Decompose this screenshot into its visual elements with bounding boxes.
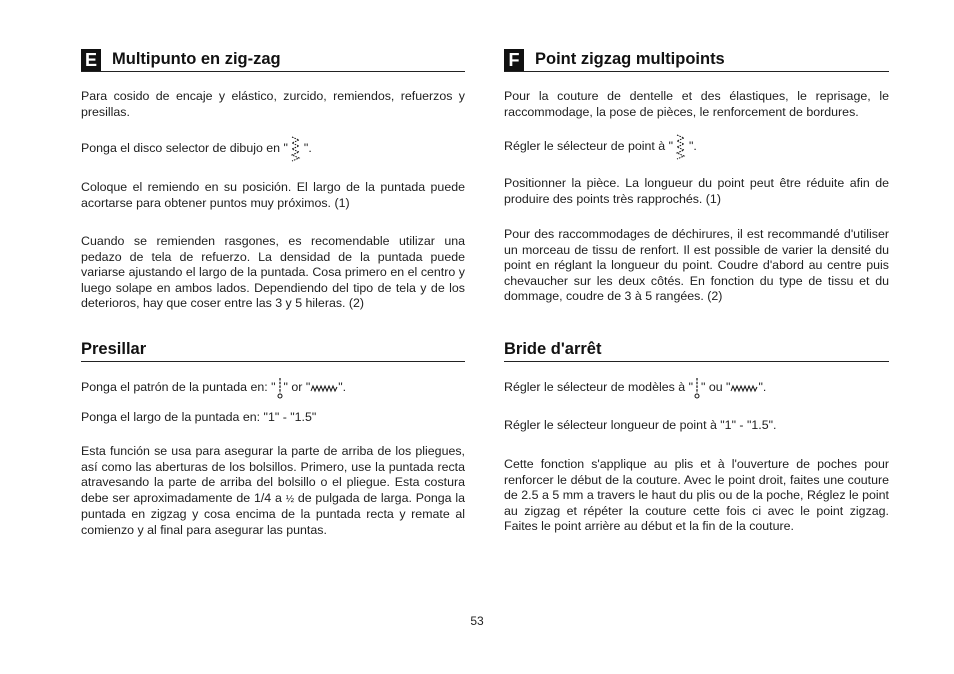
fraction-half: ½ [285,493,295,505]
pattern-instruction-fr: Régler le sélecteur de modèles à " " ou " ". [504,376,889,399]
selector-instruction: Ponga el disco selector de dibujo en " ". [81,135,465,162]
heading-multipunto: Multipunto en zig-zag [112,50,281,68]
pattern-instruction: Ponga el patrón de la puntada en: " " or " ". [81,376,465,399]
heading-presillar: Presillar [81,340,147,358]
positioning-paragraph-fr: Positionner la pièce. La longueur du point peut être réduite afin de produire des points très rapprochés. (1) [504,176,889,206]
section-letter-f: F [504,49,524,71]
multi-zigzag-stitch-icon [673,134,689,160]
repair-paragraph: Cuando se remienden rasgones, es recomendable utilizar una pedazo de tela de refuerzo. La densidad de la puntada puede variarse ajustando el largo de la puntada. Cosa primero en el centro y luego solape en ambos lados. Dependiendo del tipo de tela y de los deterioros, hay que coser entre las 3 y 5 hileras. (2) [81,234,465,310]
repair-paragraph-fr: Pour des raccommodages de déchirures, il est recommandé d'utiliser un morceau de tissu de renfort. Il est possible de varier la densité du point en réglant la longueur du point. Coudre d'abord au centre puis chevaucher sur les deux côtés. En fonction du type de tissu et du dommage, coudre de 3 à 5 rangées. (2) [504,227,889,303]
intro-paragraph-fr: Pour la couture de dentelle et des élastiques, le reprisage, le raccommodage, la pose de pièces, le renforcement de bordures. [504,89,889,119]
straight-stitch-icon [276,377,284,399]
heading-bride-arret: Bride d'arrêt [504,340,602,358]
heading-point-zigzag: Point zigzag multipoints [535,50,725,68]
section-letter-e: E [81,49,101,71]
bartack-stitch-icon [730,382,758,394]
length-instruction: Ponga el largo de la puntada en: "1" - "1.5" [81,410,317,424]
function-paragraph-fr: Cette fonction s'applique au plis et à l'ouverture de poches pour renforcer le début de la couture. Avec le point droit, faites une couture de 2.5 a 5 mm a travers le haut du plis ou de la poche, Réglez le point au zigzag et répéter la couture cette fois ci avec le point zigzag. Faites le point arrière au début et la fin de la couture. [504,457,889,533]
page-number: 53 [470,614,484,628]
section-heading-f [504,48,889,72]
function-paragraph: Esta función se usa para asegurar la parte de arriba de los pliegues, así como las aberturas de los bolsillos. Primero, use la puntada recta atravesando la parte de arriba del bolsillo o el pliegue. Esta costura debe ser aproximadamente de 1/4 a ½ de pulgada de larga. Ponga la puntada en zigzag y cosa encima de la puntada recta y remate al comienzo y al final para asegurar las puntas. [81,444,465,537]
bartack-stitch-icon [310,382,338,394]
straight-stitch-icon [693,377,701,399]
selector-instruction-fr: Régler le sélecteur de point à " ". [504,133,889,160]
positioning-paragraph: Coloque el remiendo en su posición. El largo de la puntada puede acortarse para obtener puntos muy próximos. (1) [81,180,465,210]
intro-paragraph: Para cosido de encaje y elástico, zurcido, remiendos, refuerzos y presillas. [81,89,465,119]
multi-zigzag-stitch-icon [288,136,304,162]
section-heading-e [81,48,465,72]
section-heading-bride [504,338,889,362]
length-instruction-fr: Régler le sélecteur longueur de point à "1" - "1.5". [504,418,777,432]
section-heading-presillar [81,338,465,362]
